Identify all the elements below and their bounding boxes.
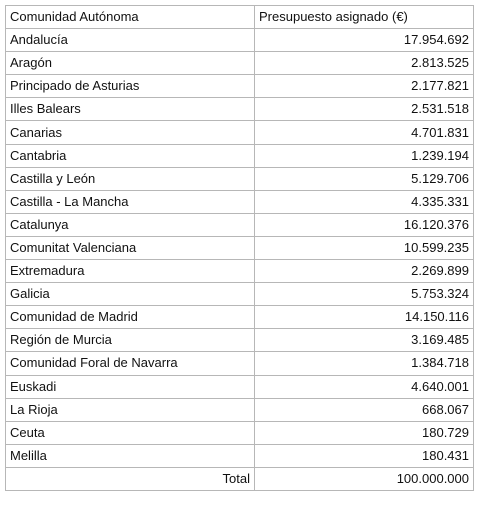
table-row xyxy=(6,375,474,398)
community-cell: Cantabria xyxy=(6,144,255,167)
budget-cell: 180.431 xyxy=(255,444,474,467)
total-label: Total xyxy=(6,467,255,490)
table-row xyxy=(6,306,474,329)
community-cell: Galicia xyxy=(6,283,255,306)
budget-cell: 1.384.718 xyxy=(255,352,474,375)
budget-cell: 668.067 xyxy=(255,398,474,421)
table-row xyxy=(6,29,474,52)
budget-cell: 2.813.525 xyxy=(255,52,474,75)
community-cell: Comunidad de Madrid xyxy=(6,306,255,329)
table-row xyxy=(6,98,474,121)
budget-table xyxy=(5,5,474,491)
table-row xyxy=(6,213,474,236)
table-row xyxy=(6,283,474,306)
table-row xyxy=(6,75,474,98)
community-cell: Comunitat Valenciana xyxy=(6,236,255,259)
budget-cell: 17.954.692 xyxy=(255,29,474,52)
community-cell: Principado de Asturias xyxy=(6,75,255,98)
budget-cell: 1.239.194 xyxy=(255,144,474,167)
budget-cell: 4.701.831 xyxy=(255,121,474,144)
total-budget: 100.000.000 xyxy=(255,467,474,490)
table-row xyxy=(6,444,474,467)
budget-cell: 14.150.116 xyxy=(255,306,474,329)
community-cell: Illes Balears xyxy=(6,98,255,121)
table-row xyxy=(6,421,474,444)
budget-cell: 4.335.331 xyxy=(255,190,474,213)
community-cell: Extremadura xyxy=(6,260,255,283)
budget-cell: 2.177.821 xyxy=(255,75,474,98)
table-row xyxy=(6,52,474,75)
community-cell: La Rioja xyxy=(6,398,255,421)
community-cell: Aragón xyxy=(6,52,255,75)
table-row xyxy=(6,329,474,352)
community-cell: Ceuta xyxy=(6,421,255,444)
community-cell: Catalunya xyxy=(6,213,255,236)
community-cell: Castilla y León xyxy=(6,167,255,190)
budget-cell: 10.599.235 xyxy=(255,236,474,259)
community-cell: Melilla xyxy=(6,444,255,467)
budget-cell: 2.531.518 xyxy=(255,98,474,121)
total-row xyxy=(6,467,474,490)
table-row xyxy=(6,190,474,213)
header-budget: Presupuesto asignado (€) xyxy=(255,6,474,29)
table-row xyxy=(6,260,474,283)
table-row xyxy=(6,121,474,144)
community-cell: Euskadi xyxy=(6,375,255,398)
table-row xyxy=(6,352,474,375)
community-cell: Canarias xyxy=(6,121,255,144)
budget-cell: 16.120.376 xyxy=(255,213,474,236)
community-cell: Comunidad Foral de Navarra xyxy=(6,352,255,375)
budget-cell: 5.753.324 xyxy=(255,283,474,306)
table-row xyxy=(6,167,474,190)
header-row xyxy=(6,6,474,29)
table-row xyxy=(6,144,474,167)
header-community: Comunidad Autónoma xyxy=(6,6,255,29)
community-cell: Región de Murcia xyxy=(6,329,255,352)
budget-cell: 5.129.706 xyxy=(255,167,474,190)
budget-cell: 180.729 xyxy=(255,421,474,444)
budget-cell: 2.269.899 xyxy=(255,260,474,283)
community-cell: Andalucía xyxy=(6,29,255,52)
table-row xyxy=(6,236,474,259)
budget-cell: 3.169.485 xyxy=(255,329,474,352)
table-row xyxy=(6,398,474,421)
community-cell: Castilla - La Mancha xyxy=(6,190,255,213)
budget-cell: 4.640.001 xyxy=(255,375,474,398)
